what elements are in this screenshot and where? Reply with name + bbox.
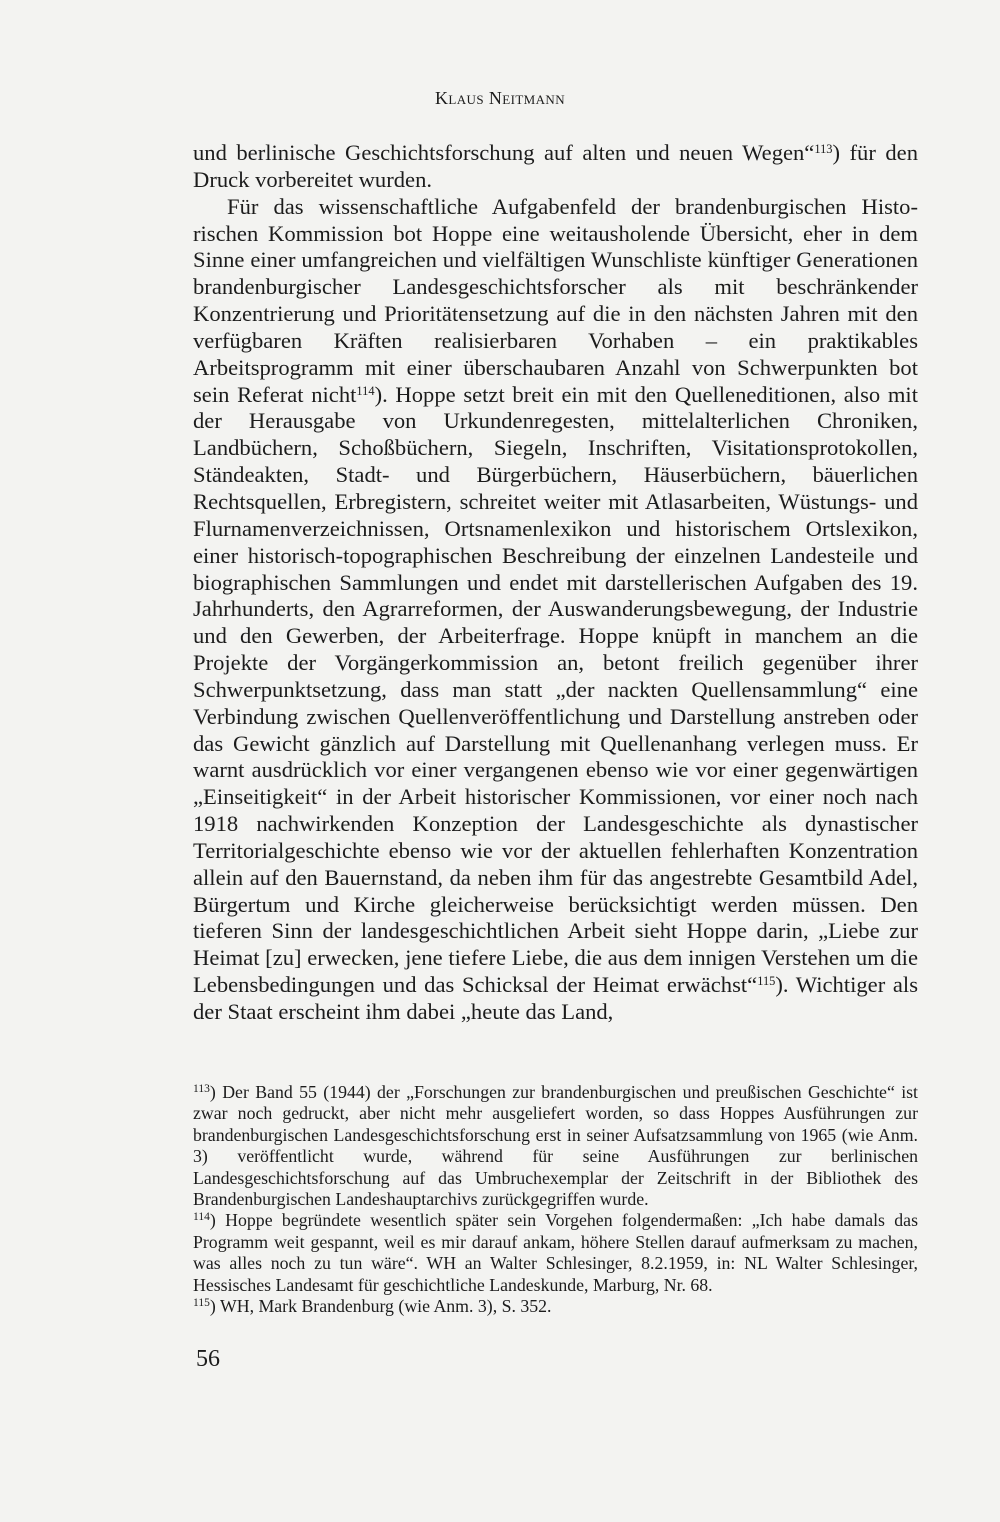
footnote-ref-113: 113 (814, 142, 833, 157)
paragraph-1-text-b: ) für den Druck vorbereitet wurden. (193, 140, 918, 192)
main-text (193, 140, 918, 1026)
paragraph-1-text-a: und berlinische Geschichtsforschung auf alten und neuen Wegen“ (193, 140, 815, 165)
running-head: Klaus Neitmann (435, 88, 565, 108)
footnote-114 (193, 1210, 918, 1296)
footnote-mark: 113 (193, 1082, 210, 1096)
paragraph-1 (193, 140, 918, 194)
footnote-113 (193, 1082, 918, 1210)
paragraph-2-text-c: ). Wichtiger als der Staat erscheint ihm dabei „heute das Land, (193, 972, 918, 1024)
footnote-ref-114: 114 (356, 383, 375, 398)
footnote-text: ) Hoppe begründete wesentlich später sein Vorgehen folgendermaßen: „Ich habe damals das Programm weit gespannt, weil es mir darauf ankam, höhere Stellen darauf aufmerksam zu machen, was alles noch zu tun wäre“. WH an Walter Schlesinger, 8.2.1959, in: NL Walter Schlesinger, Hessisches Landesamt für geschichtliche Landeskunde, Marburg, Nr. 68. (193, 1210, 918, 1295)
page-number: 56 (196, 1346, 220, 1372)
footnote-mark: 114 (193, 1210, 210, 1224)
footnote-text: ) WH, Mark Brandenburg (wie Anm. 3), S. 352. (209, 1296, 552, 1317)
footnote-text: ) Der Band 55 (1944) der „Forschungen zur brandenburgischen und preußischen Geschichte“ ist zwar noch gedruckt, aber nicht mehr ausgeliefert worden, so dass Hoppes Ausführungen zur brandenburgischen Landesgeschichtsforschung erst in seiner Aufsatzsammlung von 1965 (wie Anm. 3) veröffentlicht wurde, während für seine Ausführungen zur berlinischen Landesgeschichtsforschung auf das Umbruchexemplar der Zeitschrift in der Bibliothek des Brandenburgischen Landeshauptarchivs zurückgegriffen wurde. (193, 1082, 918, 1210)
footnote-115 (193, 1296, 918, 1317)
paragraph-2 (193, 194, 918, 1026)
footnotes (193, 1082, 918, 1317)
footnote-ref-115: 115 (757, 974, 776, 989)
footnote-mark: 115 (193, 1296, 210, 1310)
paragraph-2-text-b: ). Hoppe setzt breit ein mit den Quelleneditionen, also mit der Herausgabe von Urkundenregesten, mittelalterlichen Chroniken, Landbüchern, Schoßbüchern, Siegeln, Inschriften, Visitationsprotokollen, Ständeakten, Stadt- und Bürgerbüchern, Häuserbüchern, bäuerlichen Rechtsquellen, Erbregistern, schreitet weiter mit Atlasarbeiten, Wüstungs- und Flurnamenverzeichnissen, Ortsnamenlexikon und historischem Ortslexikon, einer historisch-topographischen Beschreibung der einzelnen Landesteile und biographischen Sammlungen und endet mit darstellerischen Aufgaben des 19. Jahrhunderts, den Agrarreformen, der Auswanderungsbewegung, der Industrie und den Gewerben, der Arbeiterfrage. Hoppe knüpft in manchem an die Projekte der Vorgängerkommission an, betont freilich gegenüber ihrer Schwerpunktsetzung, dass man statt „der nackten Quellensammlung“ eine Verbindung zwischen Quellenveröffentlichung und Darstellung anstreben oder das Gewicht gänzlich auf Darstellung mit Quellenanhang verlegen muss. Er warnt ausdrücklich vor einer vergangenen ebenso wie vor einer gegenwärtigen „Einseitigkeit“ in der Arbeit historischer Kommissionen, vor einer noch nach 1918 nachwirkenden Konzeption der Landesgeschichte als dynastischer Territorialgeschichte ebenso wie vor der aktuellen fehlerhaften Konzentration allein auf den Bauernstand, da neben ihm für das angestrebte Gesamtbild Adel, Bürgertum und Kirche gleicherweise berücksichtigt werden müssen. Den tieferen Sinn der landesgeschichtlichen Arbeit sieht Hoppe darin, „Liebe zur Heimat [zu] erwecken, jene tiefere Liebe, die aus dem innigen Verstehen um die Lebensbedingungen und das Schicksal der Heimat erwächst“ (193, 381, 918, 998)
paragraph-2-text-a: Für das wissenschaftliche Aufgabenfeld der brandenburgischen Historischen Kommission bot Hoppe eine weitausholende Übersicht, eher in dem Sinne einer umfangreichen und vielfältigen Wunschliste künftiger Generationen brandenburgischer Landesgeschichtsforscher als mit beschränkender Konzentrierung und Prioritätensetzung auf die in den nächsten Jahren mit den verfügbaren Kräften realisierbaren Vorhaben – ein praktikables Arbeitsprogramm mit einer überschaubaren Anzahl von Schwerpunkten bot sein Referat nicht (193, 193, 918, 407)
